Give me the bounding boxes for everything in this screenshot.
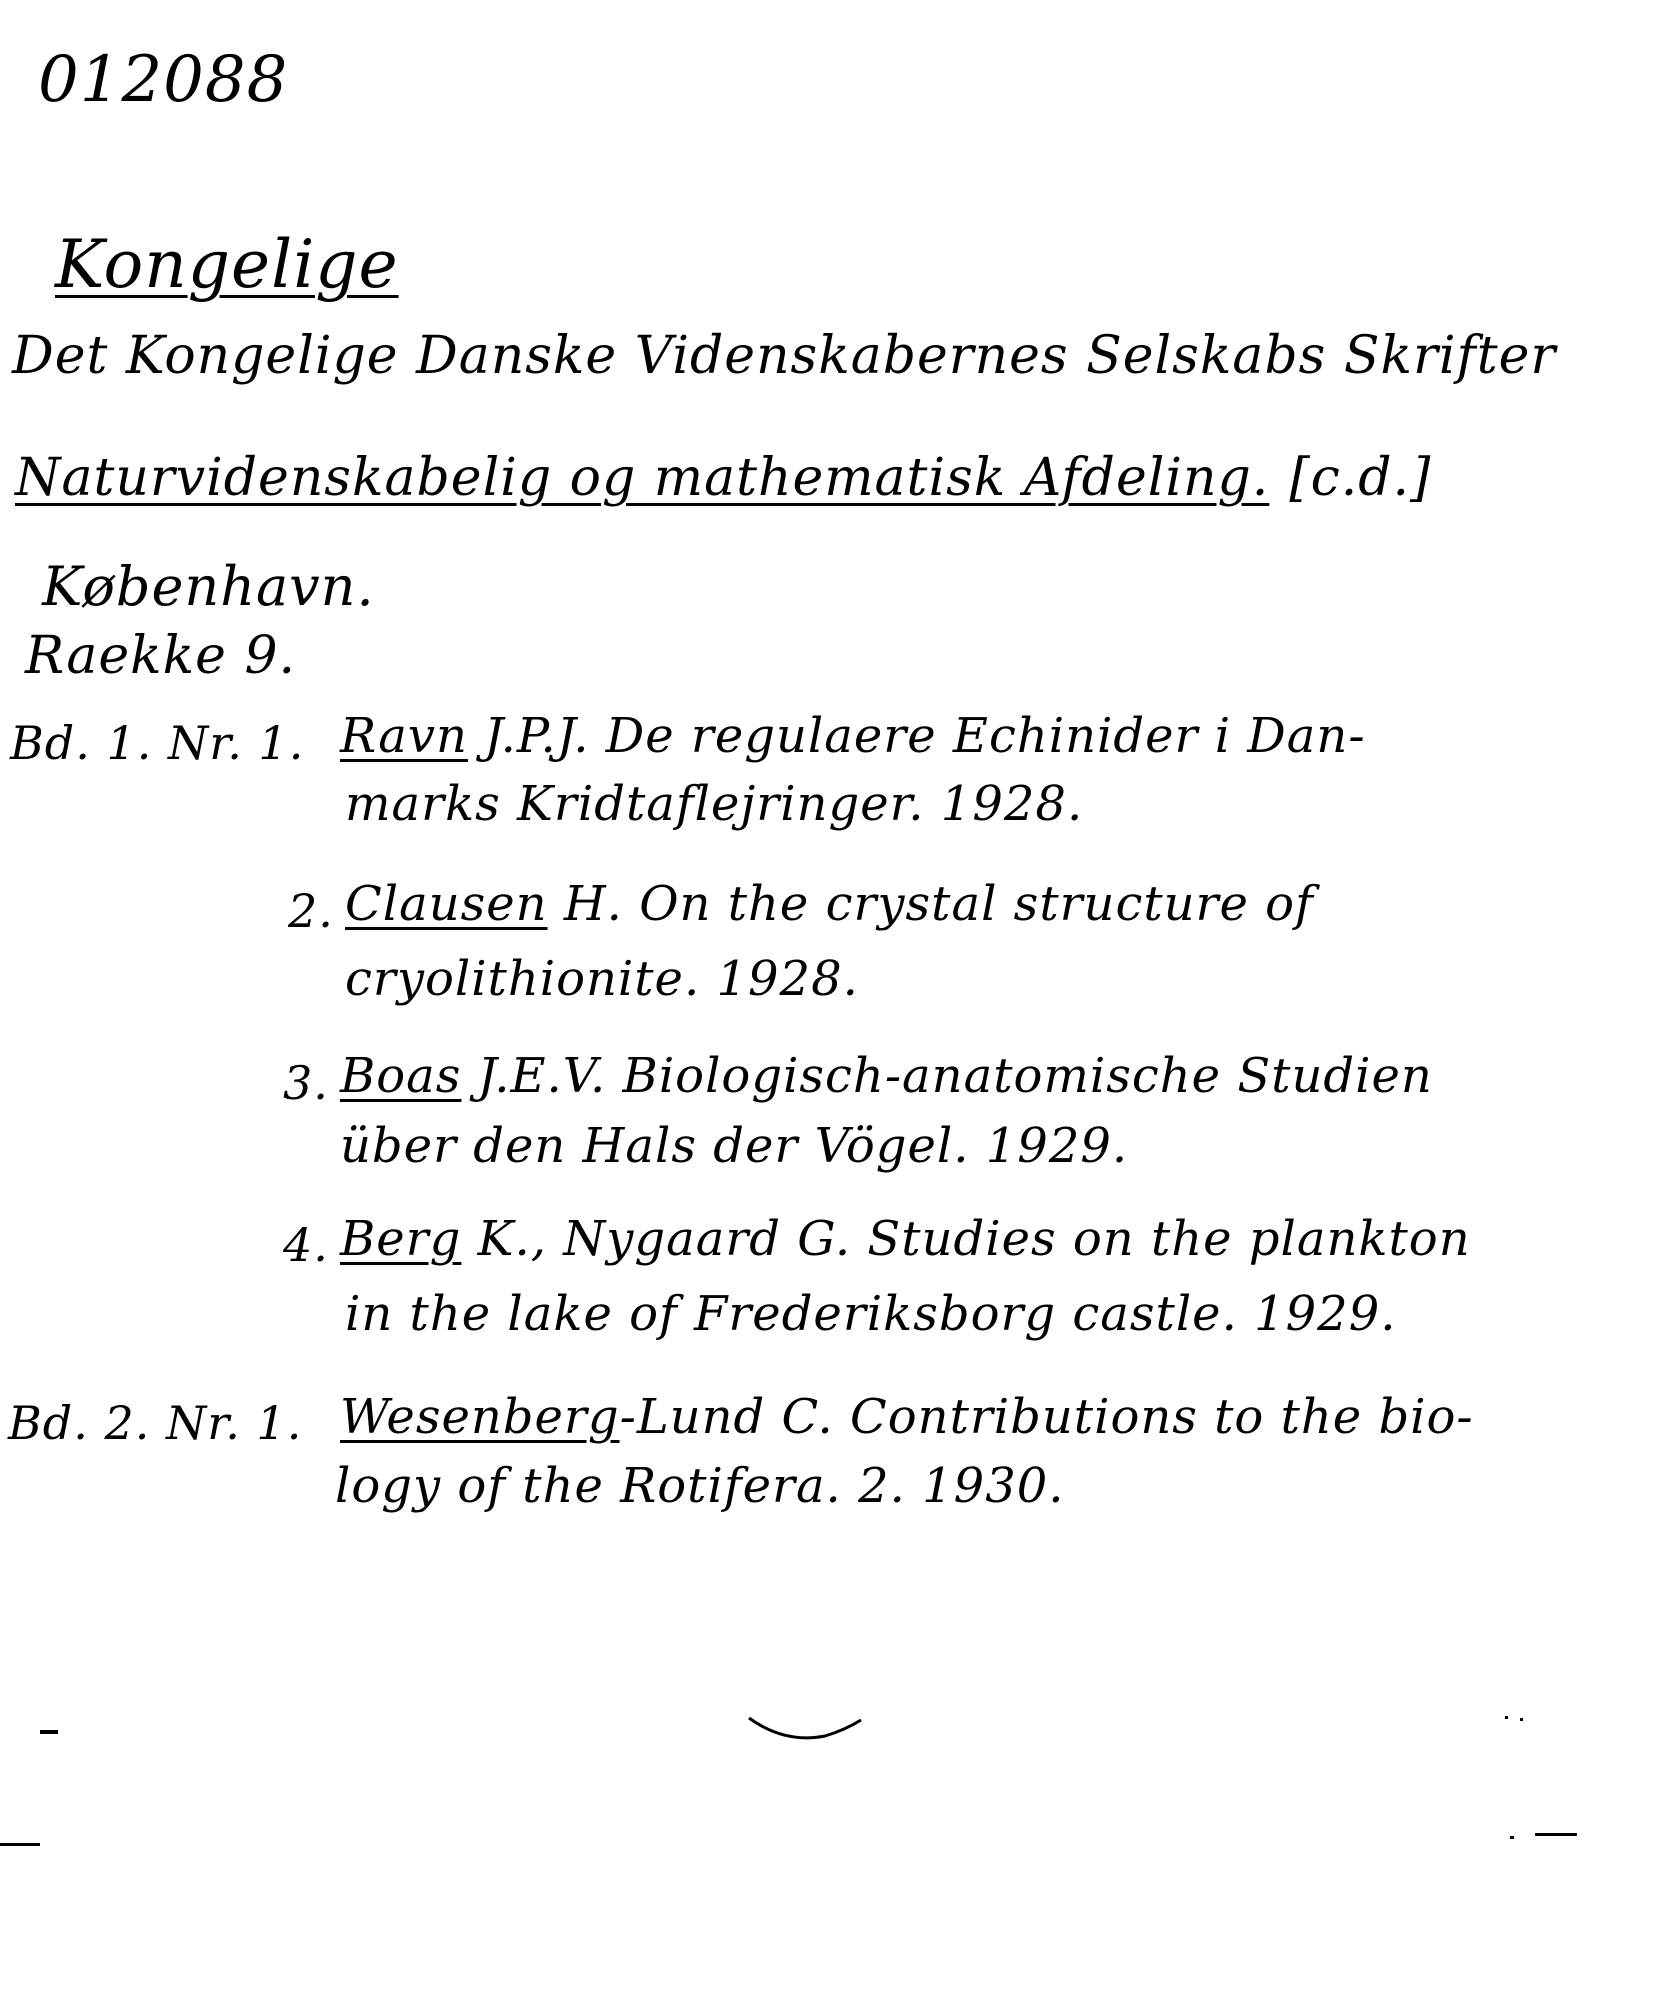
scan-mark [1505,1716,1508,1719]
series-section: Naturvidenskabelig og mathematisk Afdeling. [15,448,1270,508]
scan-mark [1535,1833,1577,1836]
entry-line-1 [340,1048,1433,1104]
section-note: [c.d.] [1289,448,1432,508]
entry-prefix: 4. [283,1218,329,1272]
entry-line-2: über den Hals der Vögel. 1929. [340,1118,1129,1174]
entry-line-1 [340,1389,1474,1445]
entry-title-start: J.E.V. Biologisch-anatomische Studien [461,1048,1433,1104]
scan-mark [40,1730,58,1734]
entry-line-2: logy of the Rotifera. 2. 1930. [335,1458,1065,1514]
entry-title-start: K., Nygaard G. Studies on the plankton [461,1211,1471,1267]
entry-author: Clausen [345,876,548,932]
entry-prefix: Bd. 1. Nr. 1. [10,716,305,770]
curve-scan-mark [745,1710,865,1750]
series-number: Raekke 9. [25,626,297,686]
entry-prefix: Bd. 2. Nr. 1. [8,1396,303,1450]
entry-line-2: in the lake of Frederiksborg castle. 1929. [345,1286,1397,1342]
entry-author: Boas [340,1048,462,1104]
series-section-line [15,448,1432,508]
entry-title-start: J.P.J. De regulaere Echinider i Dan- [467,708,1366,764]
scan-mark [1510,1836,1514,1839]
entry-author: Ravn [340,708,468,764]
entry-title-start: -Lund C. Contributions to the bio- [619,1389,1474,1445]
entry-prefix: 2. [288,884,334,938]
scan-mark [1520,1718,1523,1721]
entry-prefix: 3. [283,1056,329,1110]
entry-line-2: marks Kridtaflejringer. 1928. [345,776,1084,832]
entry-author: Wesenberg [340,1389,620,1445]
entry-line-1 [345,876,1314,932]
heading-word: Kongelige [55,226,399,303]
catalog-number: 012088 [38,43,289,117]
entry-title-start: H. On the crystal structure of [547,876,1314,932]
entry-line-2: cryolithionite. 1928. [345,951,859,1007]
entry-line-1 [340,708,1366,764]
scan-mark [0,1843,40,1846]
entry-line-1 [340,1211,1471,1267]
entry-author: Berg [340,1211,462,1267]
place-of-publication: København. [42,555,375,618]
series-title: Det Kongelige Danske Videnskabernes Selskabs Skrifter [12,326,1557,386]
